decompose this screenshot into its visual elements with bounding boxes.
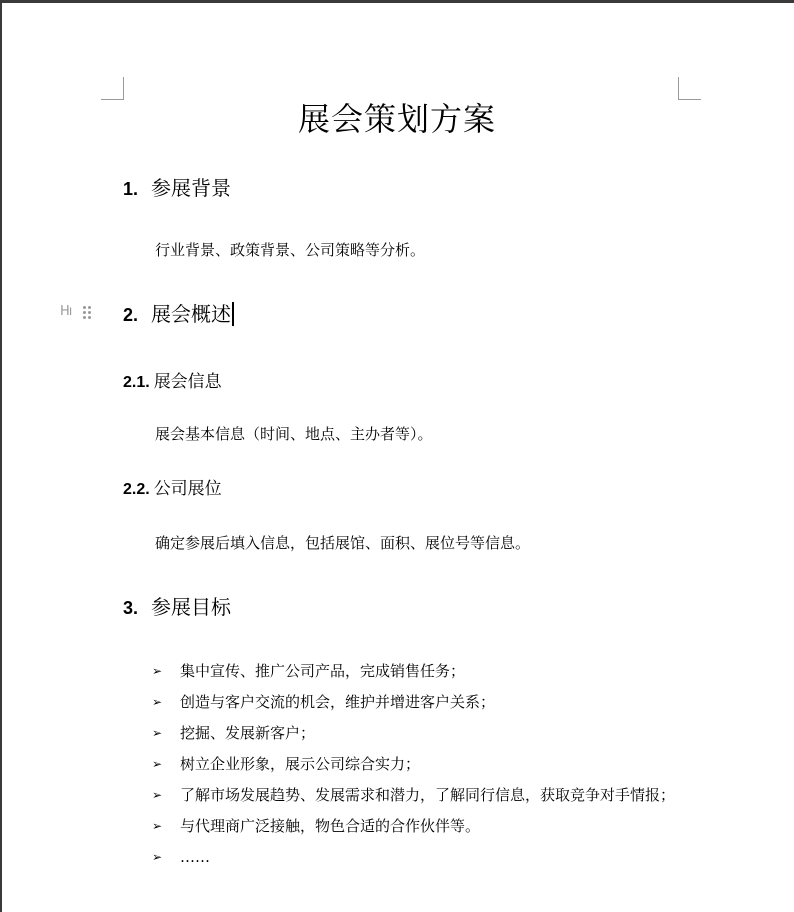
bullet-arrow-icon: ➢ <box>152 726 163 740</box>
bullet-arrow-icon: ➢ <box>152 695 163 709</box>
heading-number: 3. <box>123 598 139 618</box>
paragraph-company-booth[interactable]: 确定参展后填入信息，包括展馆、面积、展位号等信息。 <box>155 534 531 552</box>
heading-3-goals[interactable] <box>123 593 231 622</box>
window-top-edge <box>0 0 794 3</box>
heading-text: 参展背景 <box>151 176 231 200</box>
heading-text: 展会概述 <box>151 302 231 326</box>
bullet-arrow-icon: ➢ <box>152 664 163 678</box>
heading-text: 展会信息 <box>153 372 222 392</box>
list-item[interactable] <box>150 811 690 842</box>
list-item-text: …… <box>180 848 210 866</box>
bullet-arrow-icon: ➢ <box>152 788 163 802</box>
heading-number: 2.2. <box>123 481 150 498</box>
paragraph-exhibition-info[interactable]: 展会基本信息（时间、地点、主办者等）。 <box>155 425 433 443</box>
heading-1-background[interactable] <box>123 174 231 203</box>
goals-list <box>150 656 690 873</box>
drag-handle-icon[interactable] <box>83 304 93 320</box>
heading-2-1-exhibition-info[interactable] <box>123 369 222 396</box>
list-item[interactable] <box>150 842 690 873</box>
bullet-arrow-icon: ➢ <box>152 757 163 771</box>
list-item-text: 创造与客户交流的机会，维护并增进客户关系； <box>180 693 496 711</box>
list-item[interactable] <box>150 749 690 780</box>
list-item-text: 与代理商广泛接触，物色合适的合作伙伴等。 <box>180 817 481 835</box>
heading-number: 2. <box>123 305 139 325</box>
list-item-text: 挖掘、发展新客户； <box>180 724 316 742</box>
heading-text: 参展目标 <box>151 595 231 619</box>
heading-number: 1. <box>123 179 139 199</box>
document-title[interactable]: 展会策划方案 <box>297 100 496 138</box>
bullet-arrow-icon: ➢ <box>152 819 163 833</box>
heading-2-overview[interactable] <box>123 300 234 329</box>
heading-2-2-company-booth[interactable] <box>123 476 222 503</box>
paragraph-background[interactable]: 行业背景、政策背景、公司策略等分析。 <box>155 241 426 259</box>
bullet-arrow-icon: ➢ <box>152 850 163 864</box>
list-item[interactable] <box>150 718 690 749</box>
heading-number: 2.1. <box>123 374 150 391</box>
list-item[interactable] <box>150 780 690 811</box>
text-cursor <box>232 302 234 326</box>
list-item[interactable] <box>150 687 690 718</box>
list-item-text: 集中宣传、推广公司产品，完成销售任务； <box>180 662 466 680</box>
list-item-text: 了解市场发展趋势、发展需求和潜力，了解同行信息，获取竞争对手情报； <box>180 786 676 804</box>
list-item-text: 树立企业形象，展示公司综合实力； <box>180 755 421 773</box>
heading-text: 公司展位 <box>153 479 222 499</box>
list-item[interactable] <box>150 656 690 687</box>
heading-icon[interactable]: Hı <box>60 304 72 319</box>
